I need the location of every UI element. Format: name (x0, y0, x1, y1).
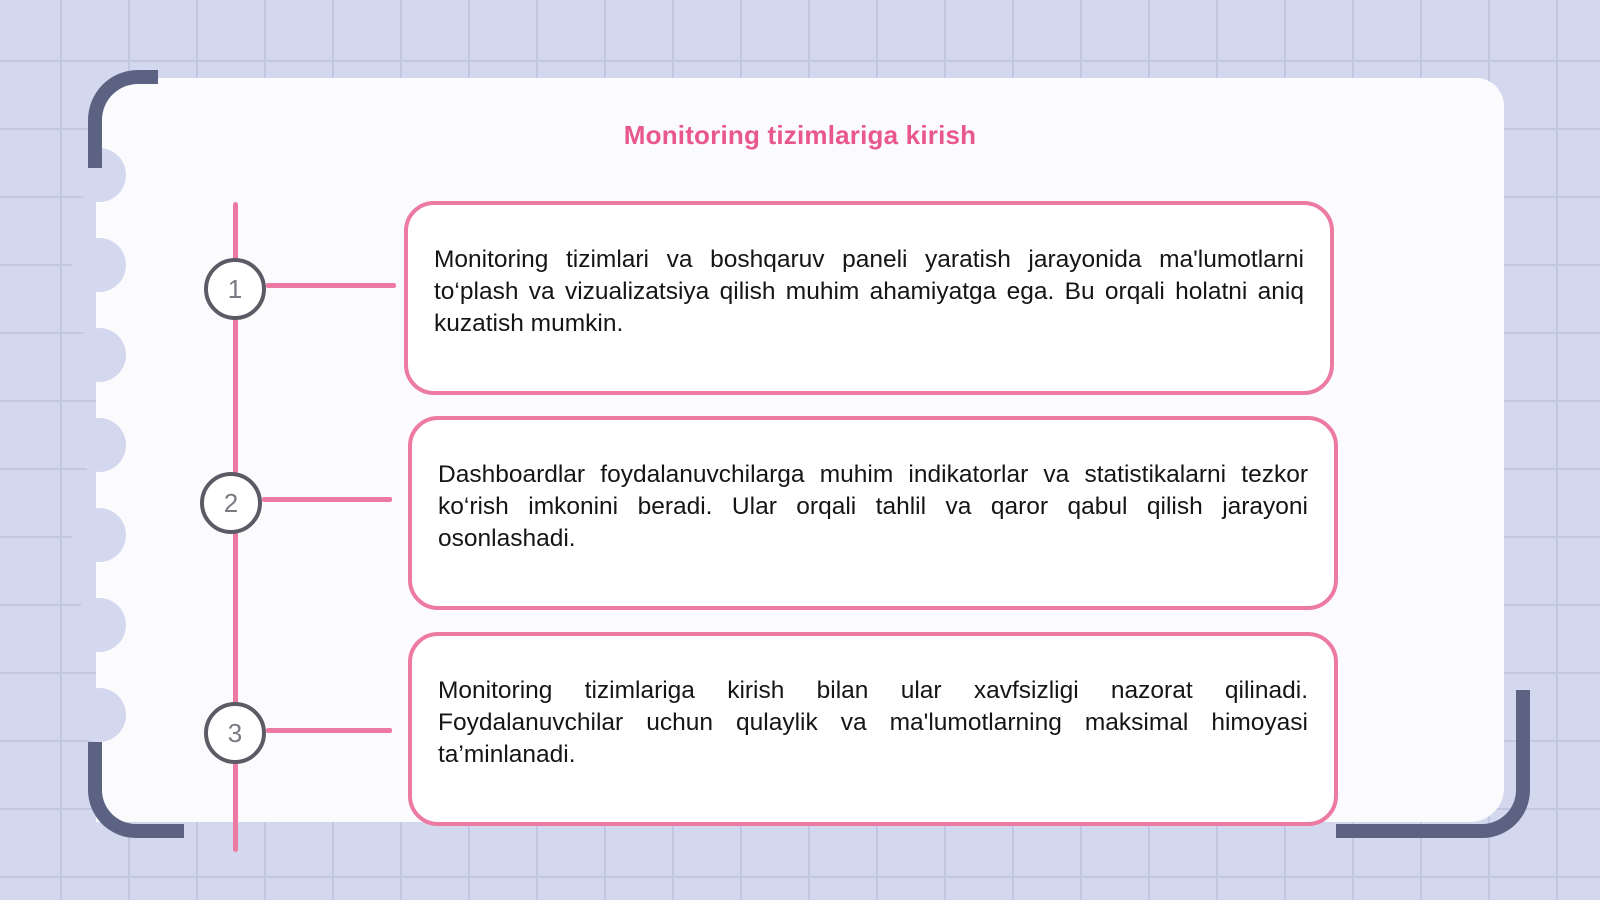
slide-title: Monitoring tizimlariga kirish (623, 120, 977, 150)
step-text: Monitoring tizimlariga kirish bilan ular xavfsizligi nazorat qilinadi. Foydalanuvchilar uchun qulaylik va ma'lumotlarning maksimal himoyasi ta’minlanadi. (438, 677, 1308, 768)
paper-edge-notch (72, 418, 126, 472)
timeline-connector (262, 497, 392, 502)
step-number-circle: 3 (204, 702, 266, 764)
frame-corner-bottom-left (88, 742, 184, 838)
paper-edge-notch (72, 238, 126, 292)
step-card (404, 201, 1334, 395)
step-text: Dashboardlar foydalanuvchilarga muhim indikatorlar va statistikalarni tezkor ko‘rish imkonini beradi. Ular orqali tahlil va qaror qabul qilish jarayoni osonlashadi. (438, 461, 1308, 552)
step-number-circle: 1 (204, 258, 266, 320)
step-card (408, 632, 1338, 826)
paper-edge-notch (72, 598, 126, 652)
paper-edge-notch (72, 328, 126, 382)
paper-edge-notch (72, 688, 126, 742)
frame-corner-bottom-right (1336, 690, 1530, 838)
paper-edge-notch (72, 508, 126, 562)
timeline-connector (266, 728, 392, 733)
step-text: Monitoring tizimlari va boshqaruv paneli yaratish jarayonida ma'lumotlarni to‘plash va vizualizatsiya qilish muhim ahamiyatga ega. Bu orqali holatni aniq kuzatish mumkin. (434, 246, 1304, 337)
frame-corner-top-left (88, 70, 158, 168)
step-card (408, 416, 1338, 610)
timeline-connector (266, 283, 396, 288)
step-number-circle: 2 (200, 472, 262, 534)
